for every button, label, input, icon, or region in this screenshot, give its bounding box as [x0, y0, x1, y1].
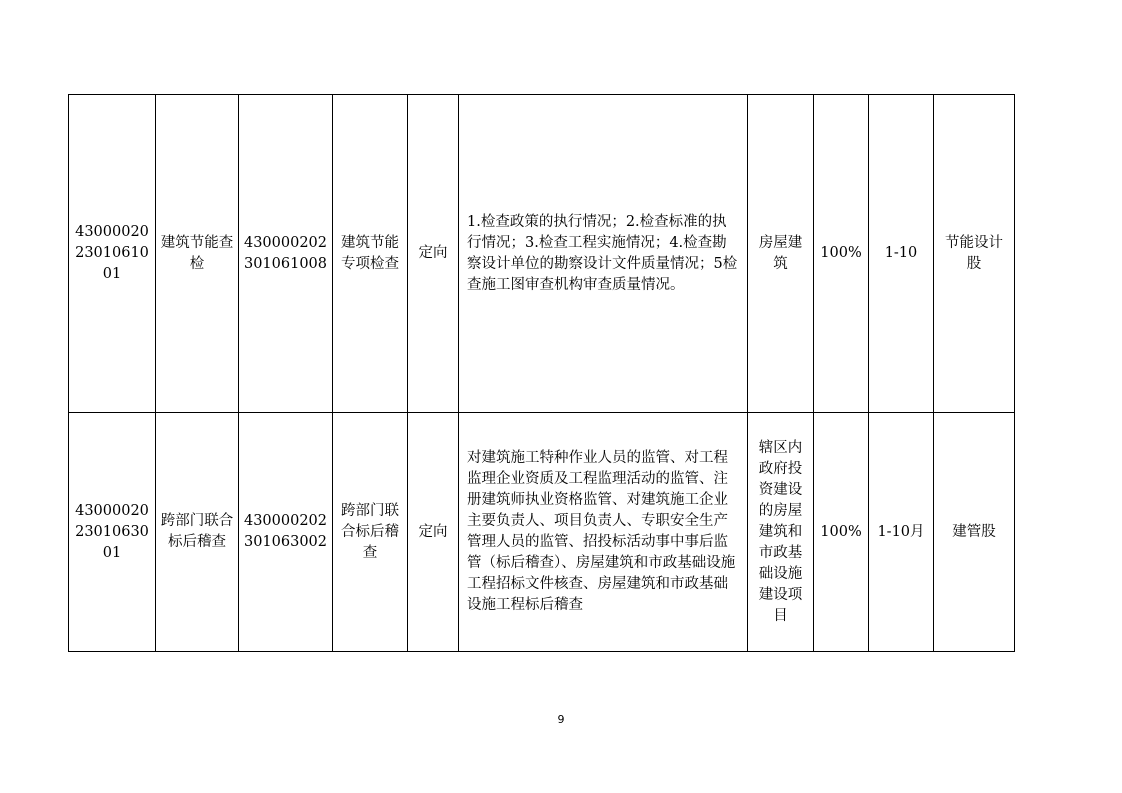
item-name-cell: 跨部门联合标后稽查 [156, 413, 239, 652]
inspection-table [68, 94, 1015, 652]
sub-code-cell: 430000202301061008 [239, 95, 333, 413]
sub-name-cell: 跨部门联合标后稽查 [333, 413, 408, 652]
method-cell: 定向 [408, 95, 459, 413]
period-cell: 1-10 [869, 95, 934, 413]
sub-name-cell: 建筑节能专项检查 [333, 95, 408, 413]
content-cell: 1.检查政策的执行情况；2.检查标准的执行情况；3.检查工程实施情况；4.检查勘察设计单位的勘察设计文件质量情况；5检查施工图审查机构审查质量情况。 [459, 95, 748, 413]
content-cell: 对建筑施工特种作业人员的监管、对工程监理企业资质及工程监理活动的监管、注册建筑师执业资格监管、对建筑施工企业主要负责人、项目负责人、专职安全生产管理人员的监管、招投标活动事中事后监管（标后稽查）、房屋建筑和市政基础设施工程招标文件核查、房屋建筑和市政基础设施工程标后稽查 [459, 413, 748, 652]
ratio-cell: 100% [814, 95, 869, 413]
method-cell: 定向 [408, 413, 459, 652]
department-cell: 建管股 [934, 413, 1015, 652]
page-number: 9 [557, 713, 565, 726]
table-row [69, 95, 1015, 413]
object-cell: 房屋建筑 [748, 95, 814, 413]
sub-code-cell: 430000202301063002 [239, 413, 333, 652]
department-cell: 节能设计股 [934, 95, 1015, 413]
period-cell: 1-10月 [869, 413, 934, 652]
ratio-cell: 100% [814, 413, 869, 652]
table-row [69, 413, 1015, 652]
item-code-cell: 430000202301061001 [69, 95, 156, 413]
item-name-cell: 建筑节能查检 [156, 95, 239, 413]
item-code-cell: 430000202301063001 [69, 413, 156, 652]
object-cell: 辖区内政府投资建设的房屋建筑和市政基础设施建设项目 [748, 413, 814, 652]
